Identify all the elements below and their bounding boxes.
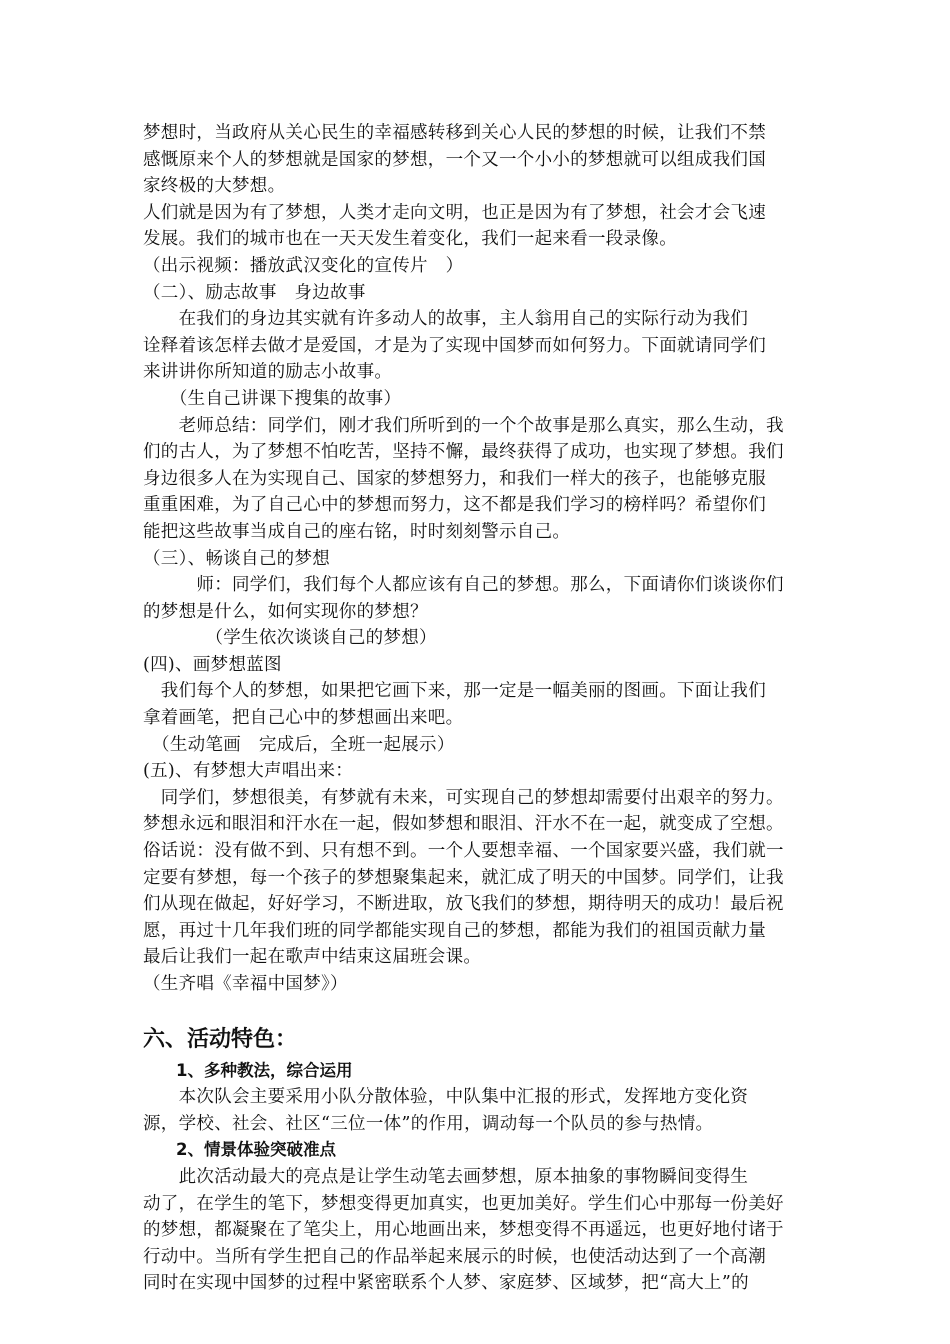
- text-line: 们的古人，为了梦想不怕吃苦，坚持不懈，最终获得了成功，也实现了梦想。我们: [143, 442, 784, 463]
- text-line: 我们每个人的梦想，如果把它画下来，那一定是一幅美丽的图画。下面让我们: [143, 681, 766, 702]
- text-line: 们从现在做起，好好学习，不断进取，放飞我们的梦想，期待明天的成功！最后祝: [143, 894, 784, 915]
- text-line: 师：同学们，我们每个人都应该有自己的梦想。那么，下面请你们谈谈你们: [143, 575, 784, 596]
- text-line: 发展。我们的城市也在一天天发生着变化，我们一起来看一段录像。: [143, 229, 677, 250]
- text-line: 同学们，梦想很美，有梦就有未来，可实现自己的梦想却需要付出艰辛的努力。: [143, 787, 784, 808]
- text-line: 能把这些故事当成自己的座右铭，时时刻刻警示自己。: [143, 521, 571, 542]
- text-line: 行动中。当所有学生把自己的作品举起来展示的时候，也使活动达到了一个高潮: [143, 1246, 766, 1267]
- section-heading-2: （二）、励志故事 身边故事: [143, 282, 366, 303]
- text-line: 梦想时，当政府从关心民生的幸福感转移到关心人民的梦想的时候，让我们不禁: [143, 123, 766, 143]
- text-line: 家终极的大梦想。: [143, 176, 286, 197]
- text-line: 同时在实现中国梦的过程中紧密联系个人梦、家庭梦、区域梦，把“高大上”的: [143, 1273, 749, 1294]
- text-line: 本次队会主要采用小队分散体验，中队集中汇报的形式，发挥地方变化资: [143, 1087, 749, 1108]
- text-line: （生动笔画 完成后，全班一起展示）: [143, 734, 455, 755]
- text-line: （学生依次谈谈自己的梦想）: [143, 628, 437, 649]
- text-line: 定要有梦想，每一个孩子的梦想聚集起来，就汇成了明天的中国梦。同学们，让我: [143, 867, 784, 888]
- section-six-heading: 六、活动特色：: [143, 1026, 298, 1052]
- text-line: 源，学校、社会、社区“三位一体”的作用，调动每一个队员的参与热情。: [143, 1113, 714, 1134]
- text-line: 的梦想，都凝聚在了笔尖上，用心地画出来，梦想变得不再遥远，也更好地付诸于: [143, 1220, 784, 1241]
- text-line: 诠释着该怎样去做才是爱国，才是为了实现中国梦而如何努力。下面就请同学们: [143, 335, 766, 356]
- text-line: 动了，在学生的笔下，梦想变得更加真实，也更加美好。学生们心中那每一份美好: [143, 1193, 784, 1214]
- text-line: （生自己讲课下搜集的故事）: [143, 388, 402, 409]
- text-line: 的梦想是什么，如何实现你的梦想？: [143, 601, 428, 622]
- text-line: 感慨原来个人的梦想就是国家的梦想，一个又一个小小的梦想就可以组成我们国: [143, 149, 766, 170]
- text-line: 在我们的身边其实就有许多动人的故事，主人翁用自己的实际行动为我们: [143, 309, 749, 330]
- spacer: [143, 998, 813, 1022]
- subheading-1: 1、多种教法，综合运用: [143, 1060, 353, 1080]
- section-heading-5: (五)、有梦想大声唱出来：: [143, 761, 354, 782]
- section-heading-3: （三）、畅谈自己的梦想: [143, 548, 331, 569]
- text-line: 拿着画笔，把自己心中的梦想画出来吧。: [143, 708, 464, 729]
- subheading-2: 2、情景体验突破准点: [143, 1140, 336, 1160]
- text-line: （生齐唱《幸福中国梦》）: [143, 974, 348, 994]
- section-heading-4: (四)、画梦想蓝图: [143, 654, 282, 675]
- text-line: 重重困难，为了自己心中的梦想而努力，这不都是我们学习的榜样吗？希望你们: [143, 495, 766, 516]
- text-line: 此次活动最大的亮点是让学生动笔去画梦想，原本抽象的事物瞬间变得生: [143, 1166, 749, 1187]
- text-line: 来讲讲你所知道的励志小故事。: [143, 362, 393, 383]
- text-line: 愿，再过十几年我们班的同学都能实现自己的梦想，都能为我们的祖国贡献力量: [143, 920, 766, 941]
- text-line: （出示视频：播放武汉变化的宣传片 ）: [143, 255, 464, 276]
- text-line: 身边很多人在为实现自己、国家的梦想努力，和我们一样大的孩子，也能够克服: [143, 468, 766, 489]
- text-line: 最后让我们一起在歌声中结束这届班会课。: [143, 947, 482, 968]
- text-line: 俗话说：没有做不到、只有想不到。一个人要想幸福、一个国家要兴盛，我们就一: [143, 841, 784, 862]
- document-body: [143, 120, 813, 1297]
- text-line: 梦想永远和眼泪和汗水在一起，假如梦想和眼泪、汗水不在一起，就变成了空想。: [143, 814, 784, 835]
- text-line: 老师总结：同学们，刚才我们所听到的一个个故事是那么真实，那么生动，我: [143, 415, 784, 436]
- text-line: 人们就是因为有了梦想，人类才走向文明，也正是因为有了梦想，社会才会飞速: [143, 202, 766, 223]
